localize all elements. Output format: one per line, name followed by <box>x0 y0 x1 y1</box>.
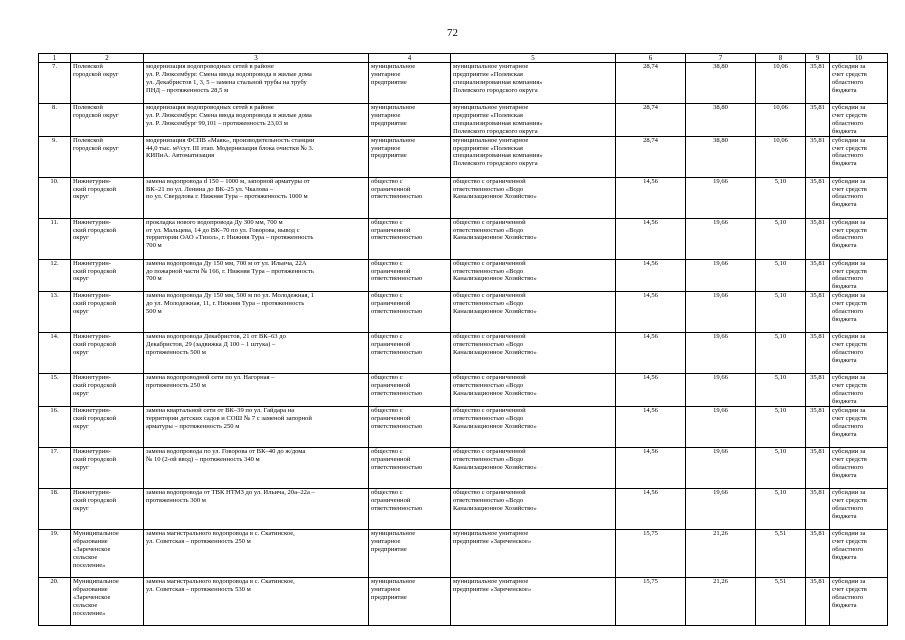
organization-type-cell: муниципальное унитарное предприятие <box>369 63 451 104</box>
value-cell: 35,81 <box>806 447 830 488</box>
value-cell: 19,66 <box>686 333 756 374</box>
table-row <box>39 374 888 407</box>
municipality-cell: Нижнетурин- ский городской округ <box>71 406 144 447</box>
measure-cell: замена водопровода Декабристов, 21 от ВК–63 до Декабристов, 29 (задвижка Д 100 – 1 штука) – протяженность 500 м <box>144 333 369 374</box>
table-row <box>39 406 888 447</box>
measure-cell: замена магистрального водопровода в с. Скатинское, ул. Советская – протяженность 530 м <box>144 577 369 625</box>
measure-cell: замена водопровода Ду 150 мм, 500 м по ул. Молодежная, 1 до ул. Молодежная, 11, г. Нижняя Тура – протяженность 500 м <box>144 292 369 333</box>
measure-cell: модернизация водопроводных сетей в районе ул. Р. Люксембург. Смена ввода водопровода в жилые дома ул. Р. Люксембург 99,101 – протяженность 23,03 м <box>144 104 369 137</box>
organization-type-cell: общество с ограниченной ответственностью <box>369 218 451 259</box>
table-row <box>39 488 888 529</box>
value-cell: 5,10 <box>756 447 806 488</box>
measure-cell: замена водопровода d 150 – 1000 м, запорной арматуры от ВК–21 по ул. Ленина до ВК–25 ул. Чкалова – по ул. Свердлова г. Нижняя Тура – протяженность 1000 м <box>144 177 369 218</box>
organization-cell: общество с ограниченной ответственностью «Водо Канализационное Хозяйство» <box>451 292 616 333</box>
municipality-cell: Нижнетурин- ский городской округ <box>71 259 144 292</box>
value-cell: 35,81 <box>806 577 830 625</box>
value-cell: 35,81 <box>806 259 830 292</box>
organization-cell: общество с ограниченной ответственностью «Водо Канализационное Хозяйство» <box>451 333 616 374</box>
value-cell: 5,10 <box>756 292 806 333</box>
value-cell: 14,56 <box>616 218 686 259</box>
organization-type-cell: муниципальное унитарное предприятие <box>369 577 451 625</box>
row-number-cell: 11. <box>39 218 71 259</box>
value-cell: 19,66 <box>686 218 756 259</box>
municipality-cell: Полевской городской округ <box>71 63 144 104</box>
value-cell: 14,56 <box>616 406 686 447</box>
organization-type-cell: общество с ограниченной ответственностью <box>369 406 451 447</box>
organization-cell: муниципальное унитарное предприятие «Полевская специализированная компания» Полевского городского округа <box>451 136 616 177</box>
row-number-cell: 13. <box>39 292 71 333</box>
value-cell: 14,56 <box>616 259 686 292</box>
value-cell: 5,51 <box>756 529 806 577</box>
table-row <box>39 333 888 374</box>
organization-type-cell: общество с ограниченной ответственностью <box>369 177 451 218</box>
value-cell: 35,81 <box>806 292 830 333</box>
value-cell: 28,74 <box>616 63 686 104</box>
value-cell: 35,81 <box>806 136 830 177</box>
header-cell: 10 <box>830 54 888 63</box>
value-cell: 19,66 <box>686 447 756 488</box>
organization-type-cell: муниципальное унитарное предприятие <box>369 104 451 137</box>
value-cell: 35,81 <box>806 104 830 137</box>
row-number-cell: 10. <box>39 177 71 218</box>
row-number-cell: 14. <box>39 333 71 374</box>
municipality-cell: Нижнетурин- ский городской округ <box>71 488 144 529</box>
header-cell: 5 <box>451 54 616 63</box>
municipality-cell: Полевской городской округ <box>71 104 144 137</box>
organization-cell: общество с ограниченной ответственностью «Водо Канализационное Хозяйство» <box>451 447 616 488</box>
measure-cell: замена водопроводной сети по ул. Нагорная – протяженность 250 м <box>144 374 369 407</box>
funding-source-cell: субсидии за счет средств областного бюджета <box>830 374 888 407</box>
page-number: 72 <box>447 27 458 39</box>
value-cell: 21,26 <box>686 529 756 577</box>
organization-cell: муниципальное унитарное предприятие «Зареченское» <box>451 577 616 625</box>
header-cell: 8 <box>756 54 806 63</box>
header-cell: 1 <box>39 54 71 63</box>
measure-cell: замена водопровода по ул. Говорова от ВК–40 до ж/дома № 10 (2-ой ввод) – протяженность 340 м <box>144 447 369 488</box>
value-cell: 5,10 <box>756 488 806 529</box>
organization-type-cell: муниципальное унитарное предприятие <box>369 136 451 177</box>
funding-source-cell: субсидии за счет средств областного бюджета <box>830 136 888 177</box>
organization-cell: общество с ограниченной ответственностью «Водо Канализационное Хозяйство» <box>451 259 616 292</box>
row-number-cell: 19. <box>39 529 71 577</box>
table-row <box>39 104 888 137</box>
value-cell: 19,66 <box>686 488 756 529</box>
organization-cell: муниципальное унитарное предприятие «Полевская специализированная компания» Полевского городского округа <box>451 63 616 104</box>
row-number-cell: 7. <box>39 63 71 104</box>
value-cell: 19,66 <box>686 374 756 407</box>
organization-type-cell: общество с ограниченной ответственностью <box>369 333 451 374</box>
value-cell: 35,81 <box>806 218 830 259</box>
value-cell: 35,81 <box>806 529 830 577</box>
funding-source-cell: субсидии за счет средств областного бюджета <box>830 104 888 137</box>
value-cell: 35,81 <box>806 488 830 529</box>
organization-cell: общество с ограниченной ответственностью «Водо Канализационное Хозяйство» <box>451 374 616 407</box>
value-cell: 28,74 <box>616 136 686 177</box>
table-row <box>39 529 888 577</box>
row-number-cell: 9. <box>39 136 71 177</box>
value-cell: 21,26 <box>686 577 756 625</box>
municipality-cell: Нижнетурин- ский городской округ <box>71 374 144 407</box>
funding-source-cell: субсидии за счет средств областного бюджета <box>830 63 888 104</box>
funding-source-cell: субсидии за счет средств областного бюджета <box>830 447 888 488</box>
funding-source-cell: субсидии за счет средств областного бюджета <box>830 488 888 529</box>
table-row <box>39 577 888 625</box>
value-cell: 19,66 <box>686 259 756 292</box>
organization-cell: общество с ограниченной ответственностью «Водо Канализационное Хозяйство» <box>451 218 616 259</box>
measure-cell: прокладка нового водопровода Ду 300 мм, 700 м от ул. Мальцева, 14 до ВК–70 по ул. Говорова, вывод с территории ОАО «Тизол», г. Нижняя Тура – протяженность 700 м <box>144 218 369 259</box>
value-cell: 35,81 <box>806 333 830 374</box>
value-cell: 15,75 <box>616 577 686 625</box>
funding-source-cell: субсидии за счет средств областного бюджета <box>830 333 888 374</box>
header-cell: 4 <box>369 54 451 63</box>
organization-type-cell: общество с ограниченной ответственностью <box>369 488 451 529</box>
value-cell: 14,56 <box>616 374 686 407</box>
organization-cell: общество с ограниченной ответственностью «Водо Канализационное Хозяйство» <box>451 177 616 218</box>
header-row <box>39 54 888 63</box>
data-table <box>38 53 888 626</box>
value-cell: 5,10 <box>756 406 806 447</box>
value-cell: 5,10 <box>756 259 806 292</box>
organization-type-cell: общество с ограниченной ответственностью <box>369 259 451 292</box>
organization-type-cell: общество с ограниченной ответственностью <box>369 292 451 333</box>
value-cell: 19,66 <box>686 292 756 333</box>
value-cell: 19,66 <box>686 406 756 447</box>
municipality-cell: Муниципальное образование «Зареченское сельское поселение» <box>71 529 144 577</box>
funding-source-cell: субсидии за счет средств областного бюджета <box>830 259 888 292</box>
municipality-cell: Нижнетурин- ский городской округ <box>71 218 144 259</box>
organization-type-cell: муниципальное унитарное предприятие <box>369 529 451 577</box>
organization-cell: муниципальное унитарное предприятие «Зареченское» <box>451 529 616 577</box>
table-row <box>39 63 888 104</box>
table-row <box>39 292 888 333</box>
municipality-cell: Нижнетурин- ский городской округ <box>71 333 144 374</box>
organization-type-cell: общество с ограниченной ответственностью <box>369 447 451 488</box>
value-cell: 5,10 <box>756 218 806 259</box>
table-row <box>39 447 888 488</box>
municipality-cell: Муниципальное образование «Зареченское сельское поселение» <box>71 577 144 625</box>
funding-source-cell: субсидии за счет средств областного бюджета <box>830 292 888 333</box>
value-cell: 38,80 <box>686 136 756 177</box>
funding-source-cell: субсидии за счет средств областного бюджета <box>830 218 888 259</box>
value-cell: 5,10 <box>756 333 806 374</box>
municipality-cell: Полевской городской округ <box>71 136 144 177</box>
row-number-cell: 17. <box>39 447 71 488</box>
header-cell: 3 <box>144 54 369 63</box>
row-number-cell: 12. <box>39 259 71 292</box>
row-number-cell: 16. <box>39 406 71 447</box>
value-cell: 35,81 <box>806 406 830 447</box>
value-cell: 15,75 <box>616 529 686 577</box>
measure-cell: модернизация водопроводных сетей в районе ул. Р. Люксембург. Смена ввода водопровода в жилые дома ул. Декабристов 1, 3, 5 – замена стальной трубы на трубу ПНД – протяженность 28,5 м <box>144 63 369 104</box>
header-cell: 9 <box>806 54 830 63</box>
header-cell: 6 <box>616 54 686 63</box>
measure-cell: замена квартальной сети от ВК–39 по ул. Гайдара на территории детских садов и СОШ № 7 с заменой запорной арматуры – протяженность 250 м <box>144 406 369 447</box>
value-cell: 14,56 <box>616 447 686 488</box>
funding-source-cell: субсидии за счет средств областного бюджета <box>830 177 888 218</box>
municipality-cell: Нижнетурин- ский городской округ <box>71 177 144 218</box>
value-cell: 10,06 <box>756 63 806 104</box>
measure-cell: замена водопровода от ТВК НТМЗ до ул. Ильича, 20а–22а – протяженность 300 м <box>144 488 369 529</box>
funding-source-cell: субсидии за счет средств областного бюджета <box>830 529 888 577</box>
organization-cell: муниципальное унитарное предприятие «Полевская специализированная компания» Полевского городского округа <box>451 104 616 137</box>
value-cell: 14,56 <box>616 292 686 333</box>
organization-cell: общество с ограниченной ответственностью «Водо Канализационное Хозяйство» <box>451 406 616 447</box>
organization-cell: общество с ограниченной ответственностью «Водо Канализационное Хозяйство» <box>451 488 616 529</box>
row-number-cell: 20. <box>39 577 71 625</box>
value-cell: 38,80 <box>686 63 756 104</box>
measure-cell: замена водопровода Ду 150 мм, 700 м от ул. Ильича, 22А до пожарной части № 166, г. Нижняя Тура – протяженность 700 м <box>144 259 369 292</box>
row-number-cell: 15. <box>39 374 71 407</box>
municipality-cell: Нижнетурин- ский городской округ <box>71 447 144 488</box>
value-cell: 5,10 <box>756 177 806 218</box>
value-cell: 28,74 <box>616 104 686 137</box>
value-cell: 38,80 <box>686 104 756 137</box>
measure-cell: замена магистрального водопровода в с. Скатинское, ул. Советская – протяженность 250 м <box>144 529 369 577</box>
organization-type-cell: общество с ограниченной ответственностью <box>369 374 451 407</box>
table-row <box>39 218 888 259</box>
municipality-cell: Нижнетурин- ский городской округ <box>71 292 144 333</box>
value-cell: 35,81 <box>806 374 830 407</box>
header-cell: 2 <box>71 54 144 63</box>
value-cell: 10,06 <box>756 136 806 177</box>
row-number-cell: 18. <box>39 488 71 529</box>
measure-cell: модернизация ФСПВ «Маяк», производительность станции 44,0 тыс. м³/сут. III этап. Модернизация блока очистки № 3. КИПиА. Автоматизация <box>144 136 369 177</box>
funding-source-cell: субсидии за счет средств областного бюджета <box>830 577 888 625</box>
value-cell: 35,81 <box>806 63 830 104</box>
value-cell: 14,56 <box>616 333 686 374</box>
table-row <box>39 177 888 218</box>
value-cell: 35,81 <box>806 177 830 218</box>
value-cell: 19,66 <box>686 177 756 218</box>
value-cell: 5,51 <box>756 577 806 625</box>
table-row <box>39 259 888 292</box>
value-cell: 14,56 <box>616 488 686 529</box>
value-cell: 10,06 <box>756 104 806 137</box>
table-row <box>39 136 888 177</box>
value-cell: 14,56 <box>616 177 686 218</box>
row-number-cell: 8. <box>39 104 71 137</box>
header-cell: 7 <box>686 54 756 63</box>
value-cell: 5,10 <box>756 374 806 407</box>
funding-source-cell: субсидии за счет средств областного бюджета <box>830 406 888 447</box>
